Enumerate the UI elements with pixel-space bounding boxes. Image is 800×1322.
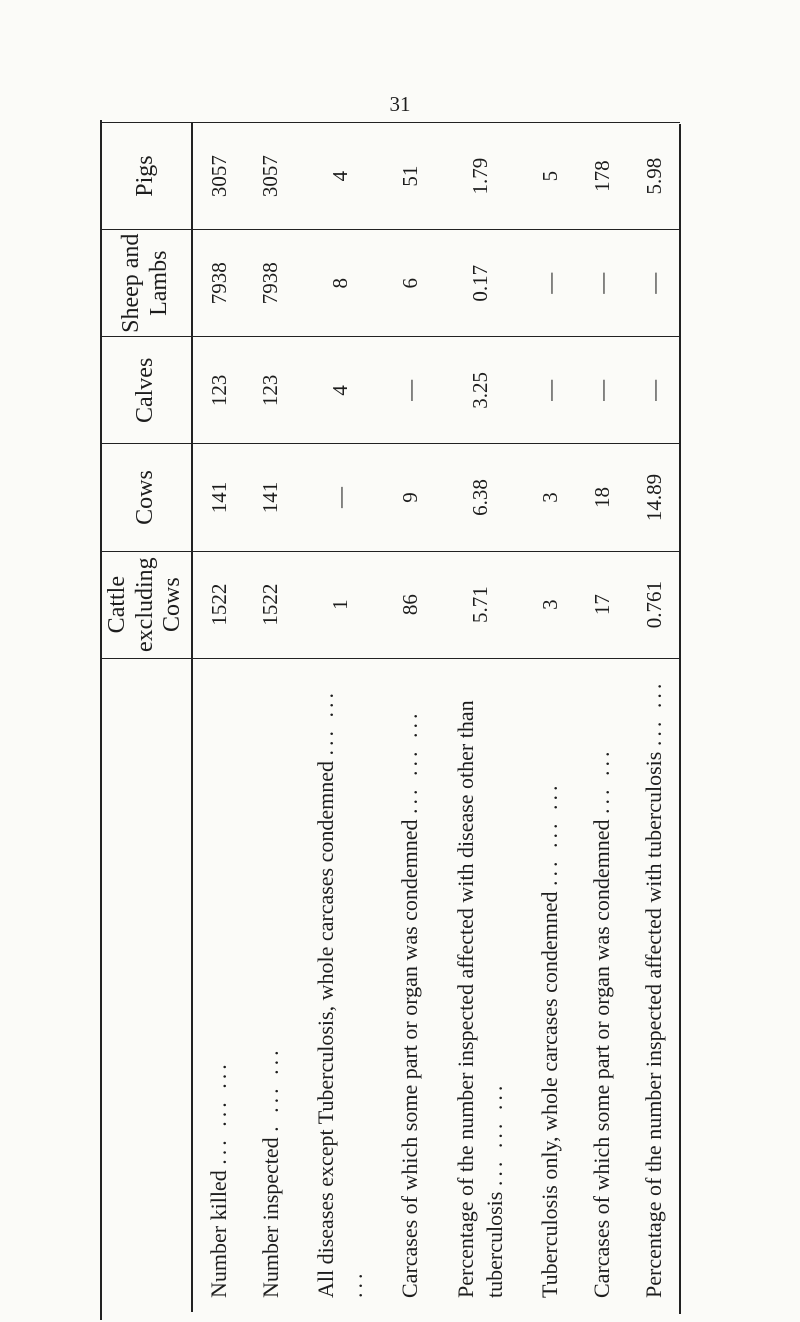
row-label-text: All diseases except Tuberculosis, whole carcases condemned <box>313 760 339 1298</box>
row-label-text: Number inspected <box>257 1137 283 1298</box>
table-cell: — <box>576 230 628 337</box>
table-cell: — <box>525 337 577 444</box>
table-cell: 18 <box>576 444 628 551</box>
table-row <box>385 123 437 1313</box>
row-label-text: Tuberculosis only, whole carcases condemned <box>537 891 563 1298</box>
table-row <box>192 123 245 1313</box>
column-header-sheep-and-lambs: Sheep and Lambs <box>100 230 192 337</box>
row-label <box>297 658 385 1312</box>
table-cell: 6 <box>385 230 437 337</box>
table-cell: — <box>576 337 628 444</box>
page-number: 31 <box>389 92 411 116</box>
leader-dots: ... ... <box>640 679 666 747</box>
rotated-table-container <box>100 122 680 1312</box>
table-cell: 7938 <box>245 230 297 337</box>
leader-dots: ... ... ... <box>313 688 367 1298</box>
table-cell: 4 <box>297 123 385 230</box>
row-label-text: Number killed <box>205 1170 231 1298</box>
table-cell: 3 <box>525 551 577 658</box>
leader-dots: ... ... ... <box>205 1060 231 1165</box>
table-cell: 0.761 <box>628 551 680 658</box>
table-cell: 51 <box>385 123 437 230</box>
table-cell: 4 <box>297 337 385 444</box>
column-header-pigs: Pigs <box>100 123 192 230</box>
table-row <box>576 123 628 1313</box>
table-cell: — <box>525 230 577 337</box>
row-label <box>245 658 297 1312</box>
table-cell: 9 <box>385 444 437 551</box>
table-cell: 1 <box>297 551 385 658</box>
header-corner <box>100 658 192 1312</box>
table-cell: 7938 <box>192 230 245 337</box>
table-cell: 3.25 <box>437 337 525 444</box>
table-cell: 123 <box>245 337 297 444</box>
table-cell: 8 <box>297 230 385 337</box>
table-cell: 5.71 <box>437 551 525 658</box>
column-header-calves: Calves <box>100 337 192 444</box>
row-label <box>385 658 437 1312</box>
table-cell: 3057 <box>192 123 245 230</box>
row-label <box>628 658 680 1312</box>
table-cell: 141 <box>192 444 245 551</box>
table-cell: 17 <box>576 551 628 658</box>
header-row <box>100 123 192 1313</box>
row-label-text: Carcases of which some part or organ was condemned <box>397 819 423 1298</box>
row-label <box>576 658 628 1312</box>
table-cell: 123 <box>192 337 245 444</box>
table-row <box>245 123 297 1313</box>
row-label-text: Percentage of the number inspected affected with disease other than tuberculosis <box>453 700 507 1298</box>
row-label-text: Carcases of which some part or organ was condemned <box>589 819 615 1298</box>
table-cell: 178 <box>576 123 628 230</box>
leader-dots: ... ... ... <box>397 709 423 814</box>
table-row <box>525 123 577 1313</box>
meat-inspection-table <box>100 122 680 1312</box>
column-header-cows: Cows <box>100 444 192 551</box>
table-cell: 3057 <box>245 123 297 230</box>
table-cell: — <box>628 337 680 444</box>
row-label <box>437 658 525 1312</box>
leader-dots: ... ... ... <box>537 781 563 886</box>
table-cell: 6.38 <box>437 444 525 551</box>
table-cell: 0.17 <box>437 230 525 337</box>
table-row <box>437 123 525 1313</box>
table-cell: 1522 <box>192 551 245 658</box>
column-header-cattle: Cattle excluding Cows <box>100 551 192 658</box>
table-cell: 5.98 <box>628 123 680 230</box>
table-cell: — <box>628 230 680 337</box>
row-label <box>525 658 577 1312</box>
table-cell: 1.79 <box>437 123 525 230</box>
table-row <box>628 123 680 1313</box>
table-cell: — <box>385 337 437 444</box>
table-cell: — <box>297 444 385 551</box>
table-cell: 141 <box>245 444 297 551</box>
leader-dots: ... ... ... <box>481 1081 507 1187</box>
table-row <box>297 123 385 1313</box>
table-cell: 3 <box>525 444 577 551</box>
row-label-text: Percentage of the number inspected affected with tuberculosis <box>640 751 666 1298</box>
table-cell: 86 <box>385 551 437 658</box>
table-cell: 14.89 <box>628 444 680 551</box>
table-cell: 1522 <box>245 551 297 658</box>
left-page-rule <box>100 120 102 1320</box>
leader-dots: ... ... <box>589 747 615 814</box>
table-cell: 5 <box>525 123 577 230</box>
right-page-rule <box>679 124 681 1314</box>
row-label <box>192 658 245 1312</box>
leader-dots: . ... ... <box>257 1046 283 1132</box>
